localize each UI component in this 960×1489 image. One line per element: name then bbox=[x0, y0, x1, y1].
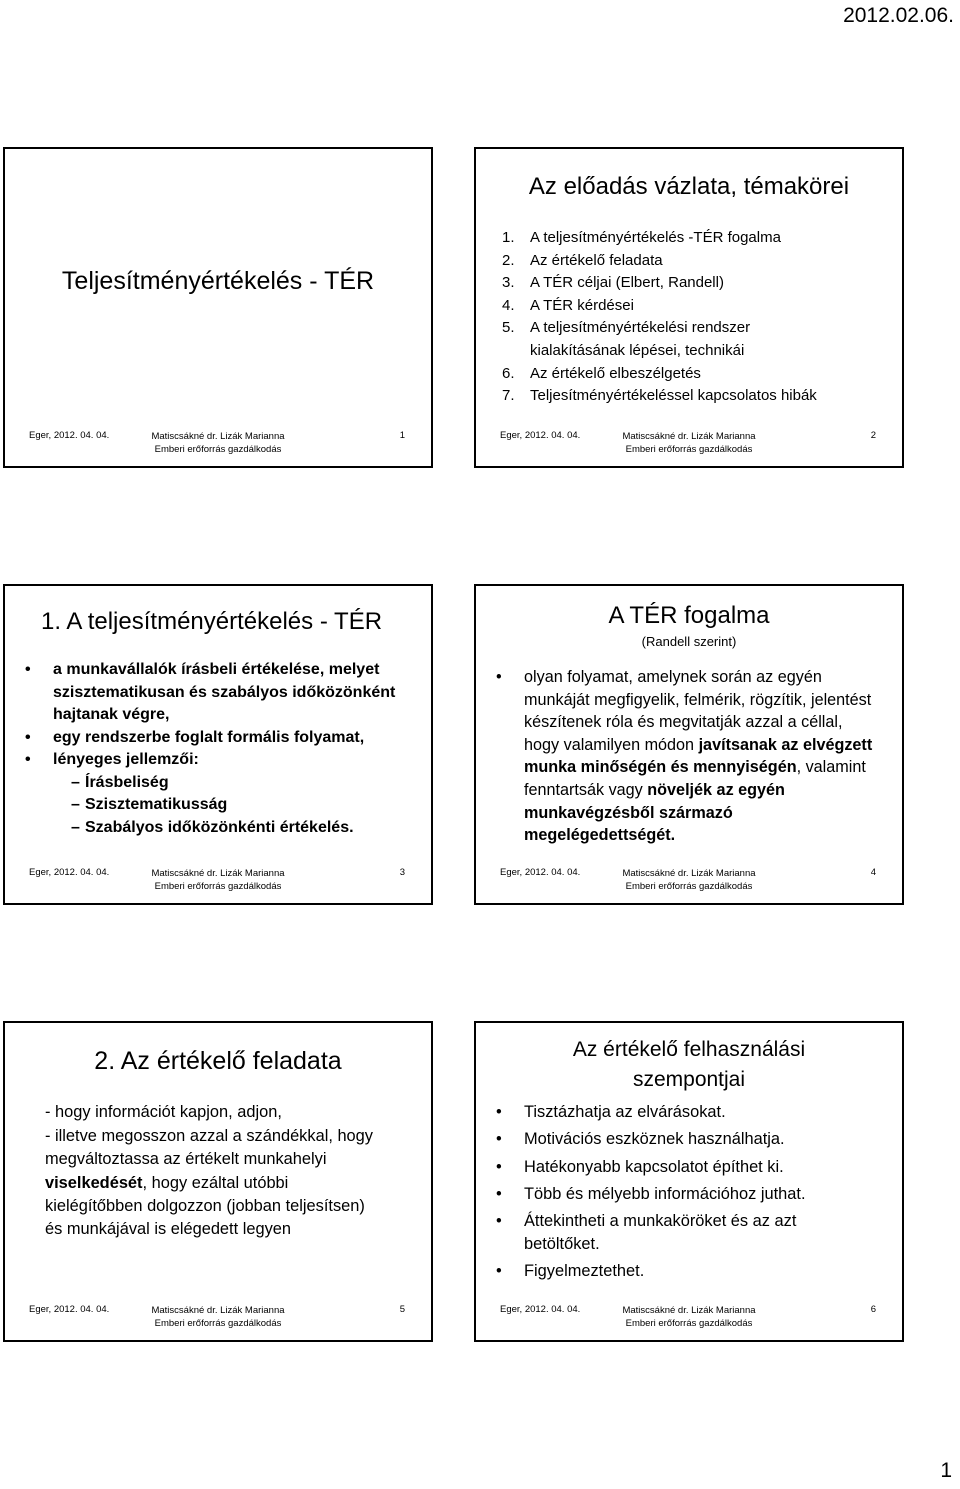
slide-title: Teljesítményértékelés - TÉR bbox=[61, 267, 375, 295]
bullet-icon: • bbox=[496, 668, 502, 686]
list-item: 1. A teljesítményértékelés -TÉR fogalma bbox=[502, 229, 781, 246]
list-item: • egy rendszerbe foglalt formális folyamat, bbox=[25, 727, 373, 750]
bullet-icon: • bbox=[496, 1184, 502, 1203]
list-item: • Figyelmeztethet. bbox=[496, 1260, 890, 1283]
footer-author: Matiscsákné dr. Lizák Marianna bbox=[622, 431, 756, 442]
list-item: 5. A teljesítményértékelési rendszer kialakításának lépései, technikái bbox=[502, 319, 751, 359]
slide-title: Az értékelő felhasználási szempontjai bbox=[572, 1038, 806, 1091]
footer-course: Emberi erőforrás gazdálkodás bbox=[625, 1318, 753, 1329]
bullet-icon: • bbox=[496, 1262, 502, 1281]
slide-body bbox=[25, 659, 417, 839]
bullet-icon: • bbox=[496, 1130, 502, 1149]
bullet-list bbox=[25, 659, 417, 772]
list-item: • Tisztázhatja az elvárásokat. bbox=[496, 1101, 890, 1124]
slide-6 bbox=[474, 1021, 904, 1342]
footer-author: Matiscsákné dr. Lizák Marianna bbox=[622, 1305, 756, 1316]
footer-course: Emberi erőforrás gazdálkodás bbox=[625, 881, 753, 892]
slide-title: 1. A teljesítményértékelés - TÉR bbox=[41, 608, 383, 635]
footer-place: Eger, 2012. 04. 04. bbox=[29, 430, 110, 441]
footer-course: Emberi erőforrás gazdálkodás bbox=[625, 444, 753, 455]
list-item: – Szabályos időközönkénti értékelés. bbox=[73, 817, 417, 840]
slide-title: A TÉR fogalma bbox=[608, 602, 770, 629]
slide-footer bbox=[5, 430, 431, 458]
footer-author: Matiscsákné dr. Lizák Marianna bbox=[151, 431, 285, 442]
footer-place: Eger, 2012. 04. 04. bbox=[500, 430, 581, 441]
footer-author-block bbox=[5, 430, 431, 456]
list-item: • Hatékonyabb kapcsolatot építhet ki. bbox=[496, 1156, 890, 1179]
agenda-list bbox=[502, 227, 830, 408]
list-item: 3. A TÉR céljai (Elbert, Randell) bbox=[502, 274, 724, 292]
list-item: • lényeges jellemzői: bbox=[25, 749, 417, 772]
list-item: – Szisztematikusság bbox=[73, 794, 417, 817]
page-number: 1 bbox=[940, 1459, 952, 1482]
list-item: • a munkavállalók írásbeli értékelése, melyet szisztematikusan és szabályos időközönként hajtanak végre, bbox=[25, 661, 396, 723]
footer-author-block bbox=[5, 867, 431, 893]
slide-4 bbox=[474, 584, 904, 905]
slide-title: 2. Az értékelő feladata bbox=[94, 1047, 342, 1075]
paragraph: - illetve megosszon azzal a szándékkal, hogy megváltoztassa az értékelt munkahelyi viselkedését, hogy ezáltal utóbbi kielégítőbben dolgozzon (jobban teljesítsen) és munkájával is elégedett legyen bbox=[45, 1127, 373, 1239]
slide-number: 5 bbox=[399, 1304, 405, 1315]
footer-author: Matiscsákné dr. Lizák Marianna bbox=[622, 868, 756, 879]
list-item: 2. Az értékelő feladata bbox=[502, 251, 663, 269]
slide-body bbox=[45, 1101, 407, 1242]
list-item: – Írásbeliség bbox=[73, 772, 417, 795]
slide-3 bbox=[3, 584, 433, 905]
slide-number: 2 bbox=[870, 430, 876, 441]
paragraph: - hogy információt kapjon, adjon, bbox=[45, 1103, 282, 1121]
slide-body bbox=[496, 1101, 890, 1288]
list-item: • Több és mélyebb információhoz juthat. bbox=[496, 1183, 890, 1206]
dash-icon: – bbox=[71, 796, 80, 813]
list-item: 6. Az értékelő elbeszélgetés bbox=[502, 364, 701, 382]
footer-author-block bbox=[476, 1304, 902, 1330]
bullet-icon: • bbox=[496, 1212, 502, 1231]
slide-5 bbox=[3, 1021, 433, 1342]
footer-author-block bbox=[5, 1304, 431, 1330]
slide-subtitle: (Randell szerint) bbox=[641, 634, 737, 649]
list-item: 4. A TÉR kérdései bbox=[502, 296, 634, 314]
bullet-icon: • bbox=[25, 661, 31, 678]
bullet-icon: • bbox=[25, 751, 31, 768]
slide-footer bbox=[476, 867, 902, 895]
slide-number: 4 bbox=[870, 867, 876, 878]
bullet-list bbox=[496, 1101, 890, 1283]
bullet-list bbox=[496, 666, 890, 847]
footer-place: Eger, 2012. 04. 04. bbox=[29, 1304, 110, 1315]
footer-author: Matiscsákné dr. Lizák Marianna bbox=[151, 868, 285, 879]
list-item: • Motivációs eszköznek használhatja. bbox=[496, 1128, 890, 1151]
footer-place: Eger, 2012. 04. 04. bbox=[29, 867, 110, 878]
slide-footer bbox=[476, 430, 902, 458]
list-item: 7. Teljesítményértékeléssel kapcsolatos hibák bbox=[502, 387, 817, 405]
bullet-icon: • bbox=[496, 1103, 502, 1121]
page-date: 2012.02.06. bbox=[843, 4, 954, 27]
footer-place: Eger, 2012. 04. 04. bbox=[500, 867, 581, 878]
bullet-icon: • bbox=[25, 728, 31, 746]
sub-list bbox=[25, 772, 417, 840]
slide-1 bbox=[3, 147, 433, 468]
dash-icon: – bbox=[71, 818, 80, 836]
slide-number: 6 bbox=[870, 1304, 876, 1315]
footer-course: Emberi erőforrás gazdálkodás bbox=[154, 444, 282, 455]
slide-2 bbox=[474, 147, 904, 468]
footer-author-block bbox=[476, 867, 902, 893]
slide-footer bbox=[476, 1304, 902, 1332]
footer-course: Emberi erőforrás gazdálkodás bbox=[154, 881, 282, 892]
bullet-icon: • bbox=[496, 1157, 502, 1176]
dash-icon: – bbox=[71, 773, 80, 791]
slide-title: Az előadás vázlata, témakörei bbox=[528, 173, 850, 200]
slide-footer bbox=[5, 867, 431, 895]
slide-number: 1 bbox=[399, 430, 405, 441]
slide-number: 3 bbox=[399, 867, 405, 878]
footer-author: Matiscsákné dr. Lizák Marianna bbox=[151, 1305, 285, 1316]
footer-author-block bbox=[476, 430, 902, 456]
slide-footer bbox=[5, 1304, 431, 1332]
list-item: • Áttekintheti a munkaköröket és az azt betöltőket. bbox=[496, 1212, 797, 1254]
footer-place: Eger, 2012. 04. 04. bbox=[500, 1304, 581, 1315]
slide-body bbox=[496, 666, 890, 847]
footer-course: Emberi erőforrás gazdálkodás bbox=[154, 1318, 282, 1329]
list-item: • olyan folyamat, amelynek során az egyén munkáját megfigyelik, felmérik, rögzítik, jelentést készítenek róla és megvitatják azzal a céllal, hogy valamilyen módon javítsanak az elvégzett munka minőségén és mennyiségén, valamint fenntartsák vagy növeljék az egyén munkavégzésből származó megelégedettségét. bbox=[496, 668, 873, 845]
